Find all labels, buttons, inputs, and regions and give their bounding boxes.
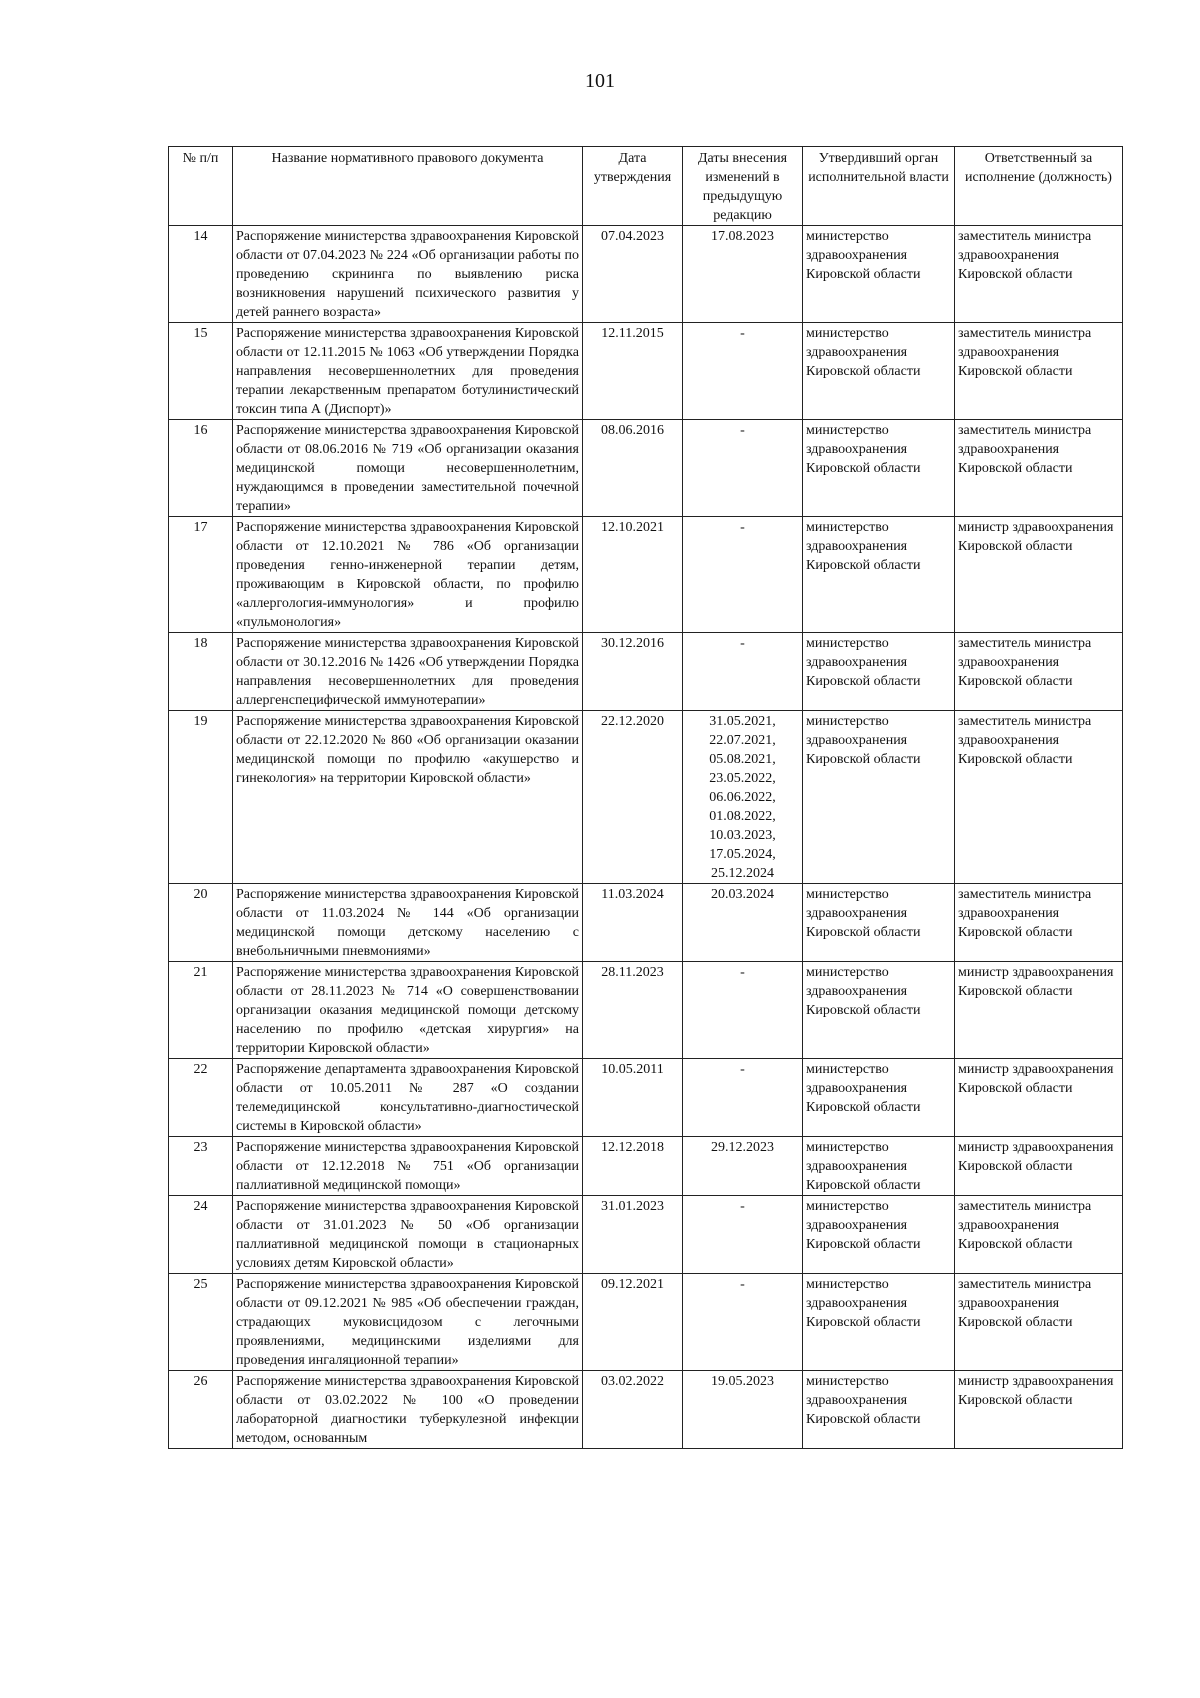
responsible-position: министр здравоохранения Кировской области [955,517,1123,633]
change-date: - [740,636,745,651]
change-date: - [740,1277,745,1292]
change-date: 19.05.2023 [711,1374,774,1389]
responsible-position: заместитель министра здравоохранения Кировской области [955,323,1123,420]
approving-authority: министерство здравоохранения Кировской области [803,1371,955,1449]
responsible-position: заместитель министра здравоохранения Кировской области [955,884,1123,962]
change-dates [683,884,803,962]
approval-date: 11.03.2024 [583,884,683,962]
row-number: 17 [169,517,233,633]
header-org: Утвердивший орган исполнительной власти [803,147,955,226]
approving-authority: министерство здравоохранения Кировской области [803,1059,955,1137]
document-name: Распоряжение министерства здравоохранения Кировской области от 30.12.2016 № 1426 «Об утверждении Порядка направления несовершеннолетних для проведения аллергенспецифической иммунотерапии» [233,633,583,711]
change-dates [683,226,803,323]
document-name: Распоряжение министерства здравоохранения Кировской области от 09.12.2021 № 985 «Об обеспечении граждан, страдающих муковисцидозом с легочными проявлениями, медицинскими изделиями для проведения ингаляционной терапии» [233,1274,583,1371]
header-date: Дата утверждения [583,147,683,226]
row-number: 16 [169,420,233,517]
change-dates [683,517,803,633]
approving-authority: министерство здравоохранения Кировской области [803,1196,955,1274]
documents-table [168,146,1123,1449]
table-row [169,962,1123,1059]
table-row [169,711,1123,884]
document-name: Распоряжение министерства здравоохранения Кировской области от 12.12.2018 № 751 «Об организации паллиативной медицинской помощи» [233,1137,583,1196]
approval-date: 10.05.2011 [583,1059,683,1137]
table-row [169,420,1123,517]
change-date: 05.08.2021, [709,752,776,767]
approval-date: 12.10.2021 [583,517,683,633]
change-date: - [740,965,745,980]
table-row [169,226,1123,323]
responsible-position: министр здравоохранения Кировской области [955,1059,1123,1137]
change-dates [683,962,803,1059]
change-date: 06.06.2022, [709,790,776,805]
change-dates [683,1196,803,1274]
document-name: Распоряжение министерства здравоохранения Кировской области от 12.10.2021 № 786 «Об организации проведения генно-инженерной терапии детям, проживающим в Кировской области, по профилю «аллергология-иммунология» и профилю «пульмонология» [233,517,583,633]
row-number: 24 [169,1196,233,1274]
document-name: Распоряжение департамента здравоохранения Кировской области от 10.05.2011 № 287 «О создании телемедицинской консультативно-диагностической системы в Кировской области» [233,1059,583,1137]
table-row [169,1274,1123,1371]
table-row [169,323,1123,420]
change-dates [683,633,803,711]
table-row [169,1059,1123,1137]
approval-date: 30.12.2016 [583,633,683,711]
change-date: - [740,1062,745,1077]
approval-date: 03.02.2022 [583,1371,683,1449]
change-dates [683,1274,803,1371]
responsible-position: министр здравоохранения Кировской области [955,1371,1123,1449]
approving-authority: министерство здравоохранения Кировской области [803,517,955,633]
responsible-position: министр здравоохранения Кировской области [955,1137,1123,1196]
approval-date: 12.12.2018 [583,1137,683,1196]
change-date: 29.12.2023 [711,1140,774,1155]
table-row [169,884,1123,962]
table-header [169,147,1123,226]
change-date: 25.12.2024 [711,866,774,881]
responsible-position: заместитель министра здравоохранения Кировской области [955,226,1123,323]
approval-date: 22.12.2020 [583,711,683,884]
document-name: Распоряжение министерства здравоохранения Кировской области от 12.11.2015 № 1063 «Об утверждении Порядка направления несовершеннолетних для проведения терапии лекарственным препаратом ботулинистический токсин типа А (Диспорт)» [233,323,583,420]
change-date: 01.08.2022, [709,809,776,824]
change-date: - [740,1199,745,1214]
approving-authority: министерство здравоохранения Кировской области [803,226,955,323]
document-name: Распоряжение министерства здравоохранения Кировской области от 07.04.2023 № 224 «Об организации работы по проведению скрининга по выявлению риска возникновения нарушений психического развития у детей раннего возраста» [233,226,583,323]
approval-date: 07.04.2023 [583,226,683,323]
table-row [169,1137,1123,1196]
row-number: 15 [169,323,233,420]
responsible-position: заместитель министра здравоохранения Кировской области [955,633,1123,711]
change-date: 17.08.2023 [711,229,774,244]
responsible-position: заместитель министра здравоохранения Кировской области [955,1196,1123,1274]
row-number: 22 [169,1059,233,1137]
approving-authority: министерство здравоохранения Кировской области [803,633,955,711]
approval-date: 31.01.2023 [583,1196,683,1274]
change-date: - [740,326,745,341]
document-name: Распоряжение министерства здравоохранения Кировской области от 28.11.2023 № 714 «О совершенствовании организации оказания медицинской помощи детскому населению по профилю «детская хирургия» на территории Кировской области» [233,962,583,1059]
change-dates [683,323,803,420]
document-name: Распоряжение министерства здравоохранения Кировской области от 22.12.2020 № 860 «Об организации оказании медицинской помощи по профилю «акушерство и гинекология» на территории Кировской области» [233,711,583,884]
table-row [169,1196,1123,1274]
row-number: 14 [169,226,233,323]
approving-authority: министерство здравоохранения Кировской области [803,1274,955,1371]
change-date: 17.05.2024, [709,847,776,862]
header-resp: Ответственный за исполнение (должность) [955,147,1123,226]
header-changes: Даты внесения изменений в предыдущую редакцию [683,147,803,226]
approving-authority: министерство здравоохранения Кировской области [803,884,955,962]
change-date: - [740,423,745,438]
approving-authority: министерство здравоохранения Кировской области [803,1137,955,1196]
row-number: 20 [169,884,233,962]
change-date: 20.03.2024 [711,887,774,902]
approval-date: 12.11.2015 [583,323,683,420]
approving-authority: министерство здравоохранения Кировской области [803,323,955,420]
table-row [169,517,1123,633]
change-dates [683,420,803,517]
responsible-position: заместитель министра здравоохранения Кировской области [955,1274,1123,1371]
page-number: 101 [585,70,615,92]
row-number: 19 [169,711,233,884]
approving-authority: министерство здравоохранения Кировской области [803,420,955,517]
responsible-position: министр здравоохранения Кировской области [955,962,1123,1059]
header-num: № п/п [169,147,233,226]
row-number: 23 [169,1137,233,1196]
document-name: Распоряжение министерства здравоохранения Кировской области от 31.01.2023 № 50 «Об организации паллиативной медицинской помощи в стационарных условиях детям Кировской области» [233,1196,583,1274]
document-name: Распоряжение министерства здравоохранения Кировской области от 03.02.2022 № 100 «О проведении лабораторной диагностики туберкулезной инфекции методом, основанным [233,1371,583,1449]
document-name: Распоряжение министерства здравоохранения Кировской области от 08.06.2016 № 719 «Об организации оказания медицинской помощи несовершеннолетним, нуждающимся в проведении заместительной почечной терапии» [233,420,583,517]
change-date: 23.05.2022, [709,771,776,786]
change-dates [683,1371,803,1449]
approving-authority: министерство здравоохранения Кировской области [803,711,955,884]
change-dates [683,1137,803,1196]
row-number: 26 [169,1371,233,1449]
table-body [169,226,1123,1449]
header-name: Название нормативного правового документа [233,147,583,226]
change-dates [683,711,803,884]
row-number: 18 [169,633,233,711]
approval-date: 28.11.2023 [583,962,683,1059]
approving-authority: министерство здравоохранения Кировской области [803,962,955,1059]
table-row [169,1371,1123,1449]
approval-date: 09.12.2021 [583,1274,683,1371]
document-name: Распоряжение министерства здравоохранения Кировской области от 11.03.2024 № 144 «Об организации медицинской помощи детскому населению с внебольничными пневмониями» [233,884,583,962]
change-date: 31.05.2021, [709,714,776,729]
change-date: 10.03.2023, [709,828,776,843]
row-number: 25 [169,1274,233,1371]
approval-date: 08.06.2016 [583,420,683,517]
change-date: - [740,520,745,535]
change-date: 22.07.2021, [709,733,776,748]
table-row [169,633,1123,711]
row-number: 21 [169,962,233,1059]
responsible-position: заместитель министра здравоохранения Кировской области [955,420,1123,517]
change-dates [683,1059,803,1137]
responsible-position: заместитель министра здравоохранения Кировской области [955,711,1123,884]
